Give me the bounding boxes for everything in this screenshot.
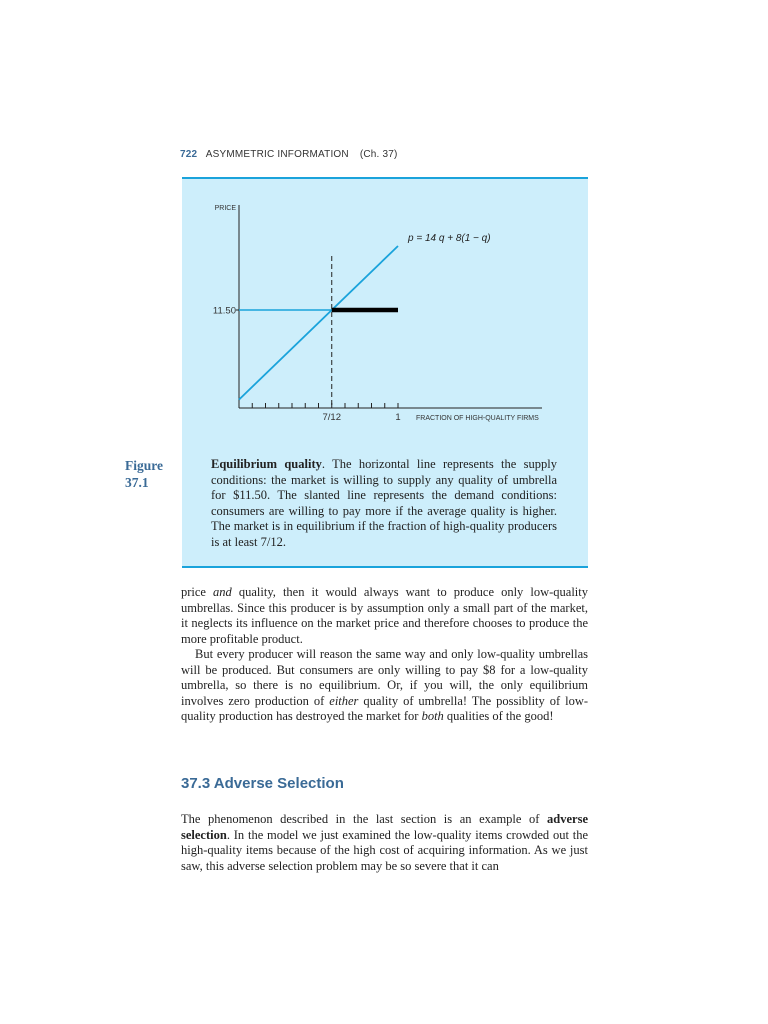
emphasis-and: and	[213, 585, 232, 599]
x-tick-label: 1	[395, 412, 401, 423]
text-run: quality, then it would always want to produce only low-quality umbrellas. Since this producer is by assumption only a small part of the market, it neglects its influence on the market price and therefore chooses to produce the more profitable product.	[181, 585, 588, 646]
text-run: price	[181, 585, 214, 599]
section-heading: 37.3 Adverse Selection	[181, 775, 344, 792]
text-run: The phenomenon described in the last section is an example of	[181, 812, 548, 826]
demand-line	[239, 246, 398, 400]
text-run: . In the model we just examined the low-quality items crowded out the high-quality items because of the high cost of acquiring information. As we just saw, this adverse selection problem may be so severe that it can	[181, 827, 588, 873]
x-axis-label: FRACTION OF HIGH-QUALITY FIRMS	[416, 415, 539, 422]
chapter-ref: (Ch. 37)	[359, 149, 398, 160]
text-run: quality of umbrella! The possiblity of low-quality production has destroyed the market for	[181, 693, 589, 723]
key-term: adverse selection	[181, 812, 588, 842]
emphasis-either: either	[329, 693, 359, 708]
text-run: But every producer will reason the same way and only low-quality umbrellas will be produced. But consumers are only willing to pay $8 for a low-quality umbrella, so there is no equilibrium. Or, if you will, the only equilibrium involves zero production of	[181, 647, 588, 708]
paragraph-2	[181, 647, 588, 725]
y-tick-label: 11.50	[212, 305, 236, 317]
caption-body: . The horizontal line represents the supply conditions: the market is willing to supply any quality of umbrella for $11.50. The slanted line represents the demand conditions: consumers are willing to pay more if the average quality is higher. The market is in equilibrium if the fraction of high-quality producers is at least 7/12.	[211, 457, 557, 549]
emphasis-both: both	[421, 709, 444, 723]
demand-equation-label: p = 14 q + 8(1 − q)	[408, 233, 491, 244]
figure-label	[125, 457, 175, 491]
body-text-upper	[181, 585, 588, 725]
page-number: 722	[180, 149, 198, 160]
caption-title: Equilibrium quality	[211, 457, 322, 471]
figure-label-word: Figure	[125, 458, 163, 473]
running-title: ASYMMETRIC INFORMATION	[205, 149, 349, 160]
paragraph-1	[181, 585, 588, 647]
paragraph-3	[181, 812, 588, 874]
y-axis-label: PRICE	[214, 205, 236, 212]
figure-label-number: 37.1	[125, 475, 149, 490]
x-tick-label: 7/12	[322, 412, 341, 423]
figure-caption	[211, 457, 557, 550]
body-text-lower	[181, 812, 588, 874]
running-header	[180, 149, 398, 160]
equilibrium-chart	[182, 179, 588, 439]
text-run: qualities of the good!	[443, 709, 554, 723]
